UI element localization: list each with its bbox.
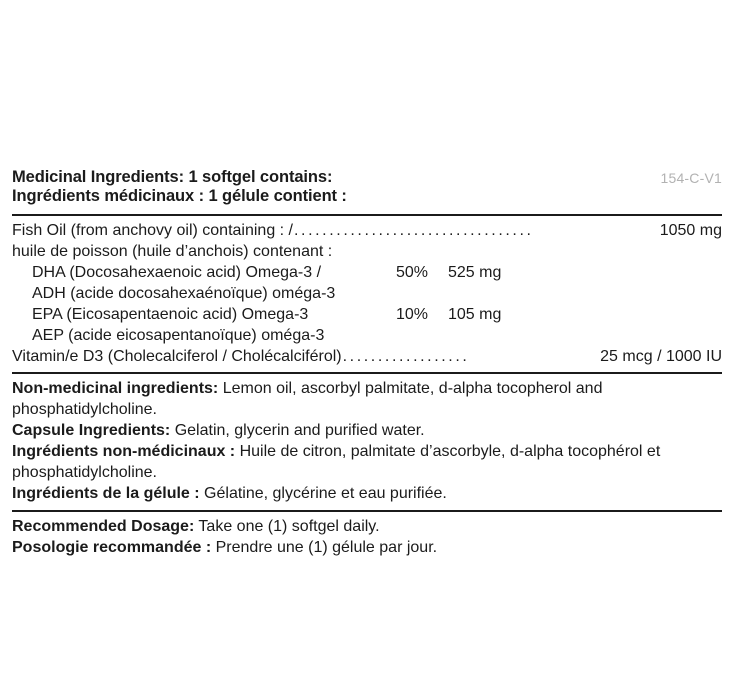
ingredient-row-vitamin-d3 (12, 346, 722, 367)
ingredient-percent-dha: 50% (396, 264, 429, 281)
non-medicinal-text-fr: Huile de citron, palmitate d’ascorbyle, d-alpha tocophérol et phosphatidylcholine. (12, 443, 661, 481)
non-medicinal-en (12, 378, 722, 420)
ingredient-amount-vitamin-d3: 25 mcg / 1000 IU (600, 348, 722, 365)
capsule-ingredients-en (12, 420, 722, 441)
ingredient-name-dha-en: DHA (Docosahexaenoic acid) Omega-3 / (32, 264, 322, 281)
non-medicinal-label-en: Non-medicinal ingredients: (12, 380, 219, 397)
divider-middle (12, 372, 722, 374)
non-medicinal-ingredients-section (12, 378, 722, 504)
header-title-en: Medicinal Ingredients: 1 softgel contains: (12, 168, 333, 186)
dosage-fr (12, 537, 722, 558)
ingredient-name-epa-en: EPA (Eicosapentaenoic acid) Omega-3 (32, 306, 309, 323)
dosage-label-fr: Posologie recommandée : (12, 539, 212, 556)
ingredient-amount-epa: 105 mg (448, 306, 502, 323)
ingredient-amount-dha: 525 mg (448, 264, 502, 281)
capsule-ingredients-label-en: Capsule Ingredients: (12, 422, 171, 439)
dosage-en (12, 516, 722, 537)
non-medicinal-text-en: Lemon oil, ascorbyl palmitate, d-alpha tocopherol and phosphatidylcholine. (12, 380, 603, 418)
non-medicinal-label-fr: Ingrédients non-médicinaux : (12, 443, 236, 460)
divider-bottom (12, 510, 722, 512)
ingredient-name-fish-oil-en: Fish Oil (from anchovy oil) containing : / (12, 222, 293, 239)
ingredient-percent-epa: 10% (396, 306, 429, 323)
dosage-label-en: Recommended Dosage: (12, 518, 195, 535)
ingredient-name-vitamin-d3: Vitamin/e D3 (Cholecalciferol / Cholécalciférol) (12, 348, 342, 365)
leader-dots: .................................. (294, 222, 534, 239)
non-medicinal-fr (12, 441, 722, 483)
supplement-facts-panel (12, 168, 722, 558)
dosage-text-fr: Prendre une (1) gélule par jour. (211, 539, 438, 556)
ingredient-name-dha-fr: ADH (acide docosahexaénoïque) oméga-3 (32, 285, 336, 302)
medicinal-ingredients-list (12, 220, 722, 367)
panel-header (12, 168, 722, 206)
capsule-ingredients-fr (12, 483, 722, 504)
ingredient-row-epa (12, 304, 722, 325)
leader-dots: .................. (342, 348, 470, 365)
recommended-dosage-section (12, 516, 722, 558)
ingredient-row-fish-oil (12, 220, 722, 241)
capsule-ingredients-text-en: Gelatin, glycerin and purified water. (170, 422, 425, 439)
ingredient-row-dha (12, 262, 722, 283)
capsule-ingredients-label-fr: Ingrédients de la gélule : (12, 485, 200, 502)
divider-top (12, 214, 722, 216)
header-title-fr: Ingrédients médicinaux : 1 gélule contient : (12, 187, 347, 205)
dosage-text-en: Take one (1) softgel daily. (194, 518, 380, 535)
ingredient-name-fish-oil-fr: huile de poisson (huile d’anchois) contenant : (12, 243, 333, 260)
capsule-ingredients-text-fr: Gélatine, glycérine et eau purifiée. (199, 485, 447, 502)
ingredient-name-epa-fr: AEP (acide eicosapentanoïque) oméga-3 (32, 327, 325, 344)
ingredient-amount-fish-oil: 1050 mg (659, 222, 722, 239)
product-code: 154-C-V1 (660, 170, 722, 186)
